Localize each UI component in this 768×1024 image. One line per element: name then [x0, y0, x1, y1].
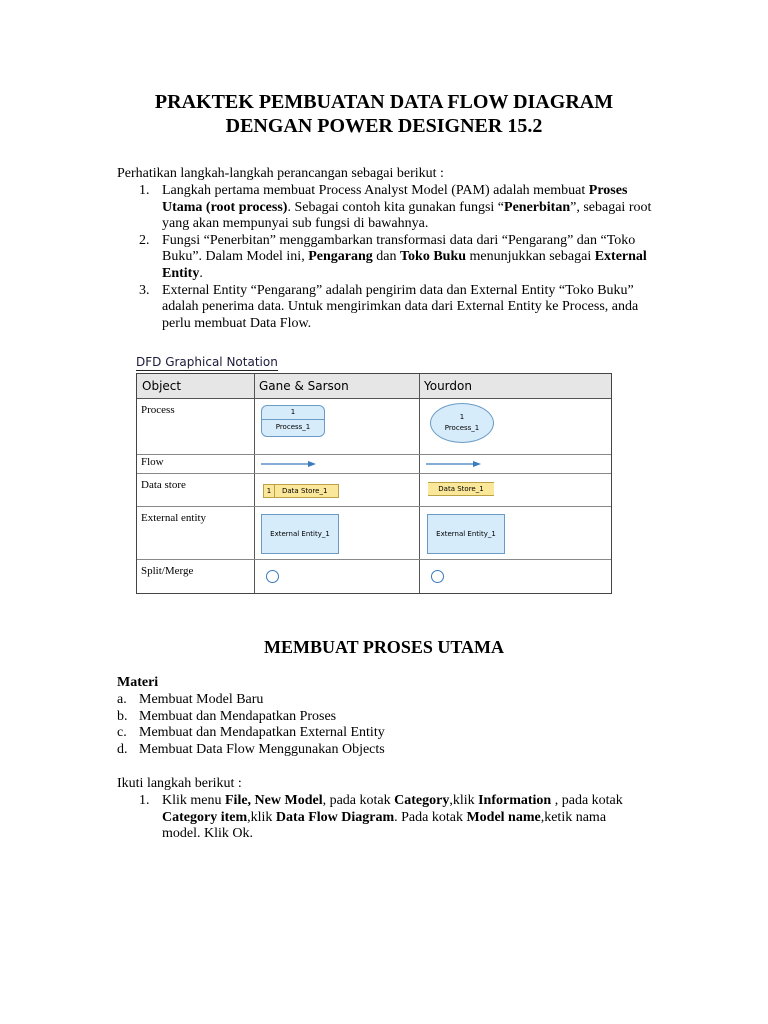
- list-item: [117, 233, 657, 283]
- step-bold-text: Information: [478, 793, 552, 808]
- steps-list: [117, 183, 657, 332]
- list-item: [117, 725, 385, 742]
- data-store-label: Data Store_1: [282, 487, 328, 495]
- step-text: .: [199, 265, 203, 281]
- step-text: ,klik: [247, 809, 276, 825]
- item-text: Membuat dan Mendapatkan External Entity: [139, 725, 385, 741]
- process-number: 1: [290, 408, 296, 416]
- step-bold-text: Toko Buku: [399, 249, 467, 265]
- list-item: [117, 793, 647, 843]
- process-label: Process_1: [444, 424, 480, 432]
- yourdon-data-store-shape: [428, 482, 494, 496]
- intro-text: Perhatikan langkah-langkah perancangan sebagai berikut :: [117, 166, 444, 181]
- yourdon-split-merge-circle-icon: [431, 570, 444, 583]
- document-title-line2: DENGAN POWER DESIGNER 15.2: [225, 115, 543, 137]
- item-letter: c.: [117, 725, 127, 741]
- step-number: 2.: [139, 232, 150, 248]
- gane-sarson-flow-arrow-icon: [261, 460, 317, 468]
- item-letter: b.: [117, 708, 128, 724]
- row-divider: [137, 473, 611, 474]
- notation-table: [136, 373, 612, 594]
- table-header-yourdon: [419, 374, 611, 399]
- header-label: Object: [142, 379, 182, 393]
- item-text: Membuat Data Flow Menggunakan Objects: [139, 741, 385, 757]
- row-label-external-entity: External entity: [141, 512, 207, 524]
- step-bold-text: Category: [394, 793, 450, 808]
- list-item: [117, 709, 385, 726]
- step-bold-text: Pengarang: [308, 249, 373, 265]
- list-item: [117, 692, 385, 709]
- step-text: , pada kotak: [551, 793, 623, 808]
- step-number: 1.: [139, 183, 150, 198]
- steps2-list: [117, 793, 647, 843]
- row-divider: [137, 559, 611, 560]
- gane-sarson-process-shape: [261, 405, 325, 437]
- yourdon-flow-arrow-icon: [426, 460, 482, 468]
- step-text: . Sebagai contoh kita gunakan fungsi “: [287, 199, 505, 215]
- item-text: Membuat Model Baru: [139, 692, 264, 707]
- step-text: ,klik: [449, 793, 479, 808]
- step-number: 3.: [139, 282, 150, 298]
- step-text: Langkah pertama membuat Process Analyst Model (PAM) adalah membuat: [162, 183, 589, 198]
- yourdon-external-entity-shape: [427, 514, 505, 554]
- header-label: Gane & Sarson: [259, 379, 349, 393]
- data-store-number: 1: [264, 485, 275, 497]
- header-label: Yourdon: [424, 379, 472, 393]
- step-bold-text: External Entity: [162, 249, 647, 281]
- process-number: 1: [459, 413, 465, 421]
- item-letter: a.: [117, 692, 127, 707]
- row-divider: [137, 506, 611, 507]
- document-title-line1: PRAKTEK PEMBUATAN DATA FLOW DIAGRAM: [154, 91, 614, 113]
- figure-title: DFD Graphical Notation: [136, 355, 278, 369]
- table-header-gane-sarson: [254, 374, 419, 399]
- gane-sarson-external-entity-shape: [261, 514, 339, 554]
- row-label-split-merge: Split/Merge: [141, 565, 194, 577]
- row-divider: [137, 454, 611, 455]
- step-bold-text: Data Flow Diagram: [275, 809, 395, 825]
- ikuti-text: Ikuti langkah berikut :: [117, 776, 242, 791]
- materi-list: [117, 692, 385, 758]
- column-divider: [254, 374, 255, 593]
- column-divider: [419, 374, 420, 593]
- gane-sarson-data-store-shape: [263, 484, 339, 498]
- item-letter: d.: [117, 741, 128, 757]
- dfd-notation-figure: [136, 354, 612, 594]
- row-label-flow: Flow: [141, 456, 164, 468]
- list-item: [117, 283, 657, 333]
- step-bold-text: Category item: [162, 809, 248, 825]
- step-number: 1.: [139, 793, 150, 808]
- step-text: dan: [372, 249, 400, 265]
- list-item: [117, 742, 385, 759]
- step-bold-text: File, New Model: [225, 793, 323, 808]
- gane-sarson-split-merge-circle-icon: [266, 570, 279, 583]
- row-label-data-store: Data store: [141, 479, 186, 491]
- step-text: . Pada kotak: [394, 809, 467, 825]
- step-text: Klik menu: [162, 793, 225, 808]
- row-label-process: Process: [141, 404, 175, 416]
- external-entity-label: External Entity_1: [270, 530, 330, 538]
- step-text: , pada kotak: [322, 793, 395, 808]
- yourdon-process-shape: [430, 403, 494, 443]
- process-label: Process_1: [275, 423, 311, 431]
- external-entity-label: External Entity_1: [436, 530, 496, 538]
- step-text: External Entity “Pengarang” adalah pengirim data dan External Entity “Toko Buku” adalah penerima data. Untuk mengirimkan data dari External Entity ke Process, anda perlu membuat Data Flow.: [162, 282, 639, 331]
- process-divider: [262, 419, 324, 420]
- step-text: ,ketik nama model. Klik Ok.: [162, 809, 607, 842]
- item-text: Membuat dan Mendapatkan Proses: [139, 708, 337, 724]
- step-text: Fungsi “Penerbitan” menggambarkan transformasi data dari “Pengarang” dan “Toko Buku”. Dalam Model ini,: [162, 232, 636, 265]
- data-store-label: Data Store_1: [438, 485, 484, 493]
- step-bold-text: Model name: [466, 809, 541, 825]
- step-text: menunjukkan sebagai: [466, 249, 595, 265]
- materi-heading: Materi: [117, 675, 159, 690]
- step-bold-text: Proses Utama (root process): [162, 183, 628, 215]
- section-title: MEMBUAT PROSES UTAMA: [263, 637, 504, 657]
- list-item: [117, 183, 657, 233]
- table-header-object: [137, 374, 254, 399]
- step-bold-text: Penerbitan: [504, 199, 571, 215]
- step-text: ”, sebagai root yang akan mempunyai sub fungsi di bawahnya.: [162, 199, 652, 232]
